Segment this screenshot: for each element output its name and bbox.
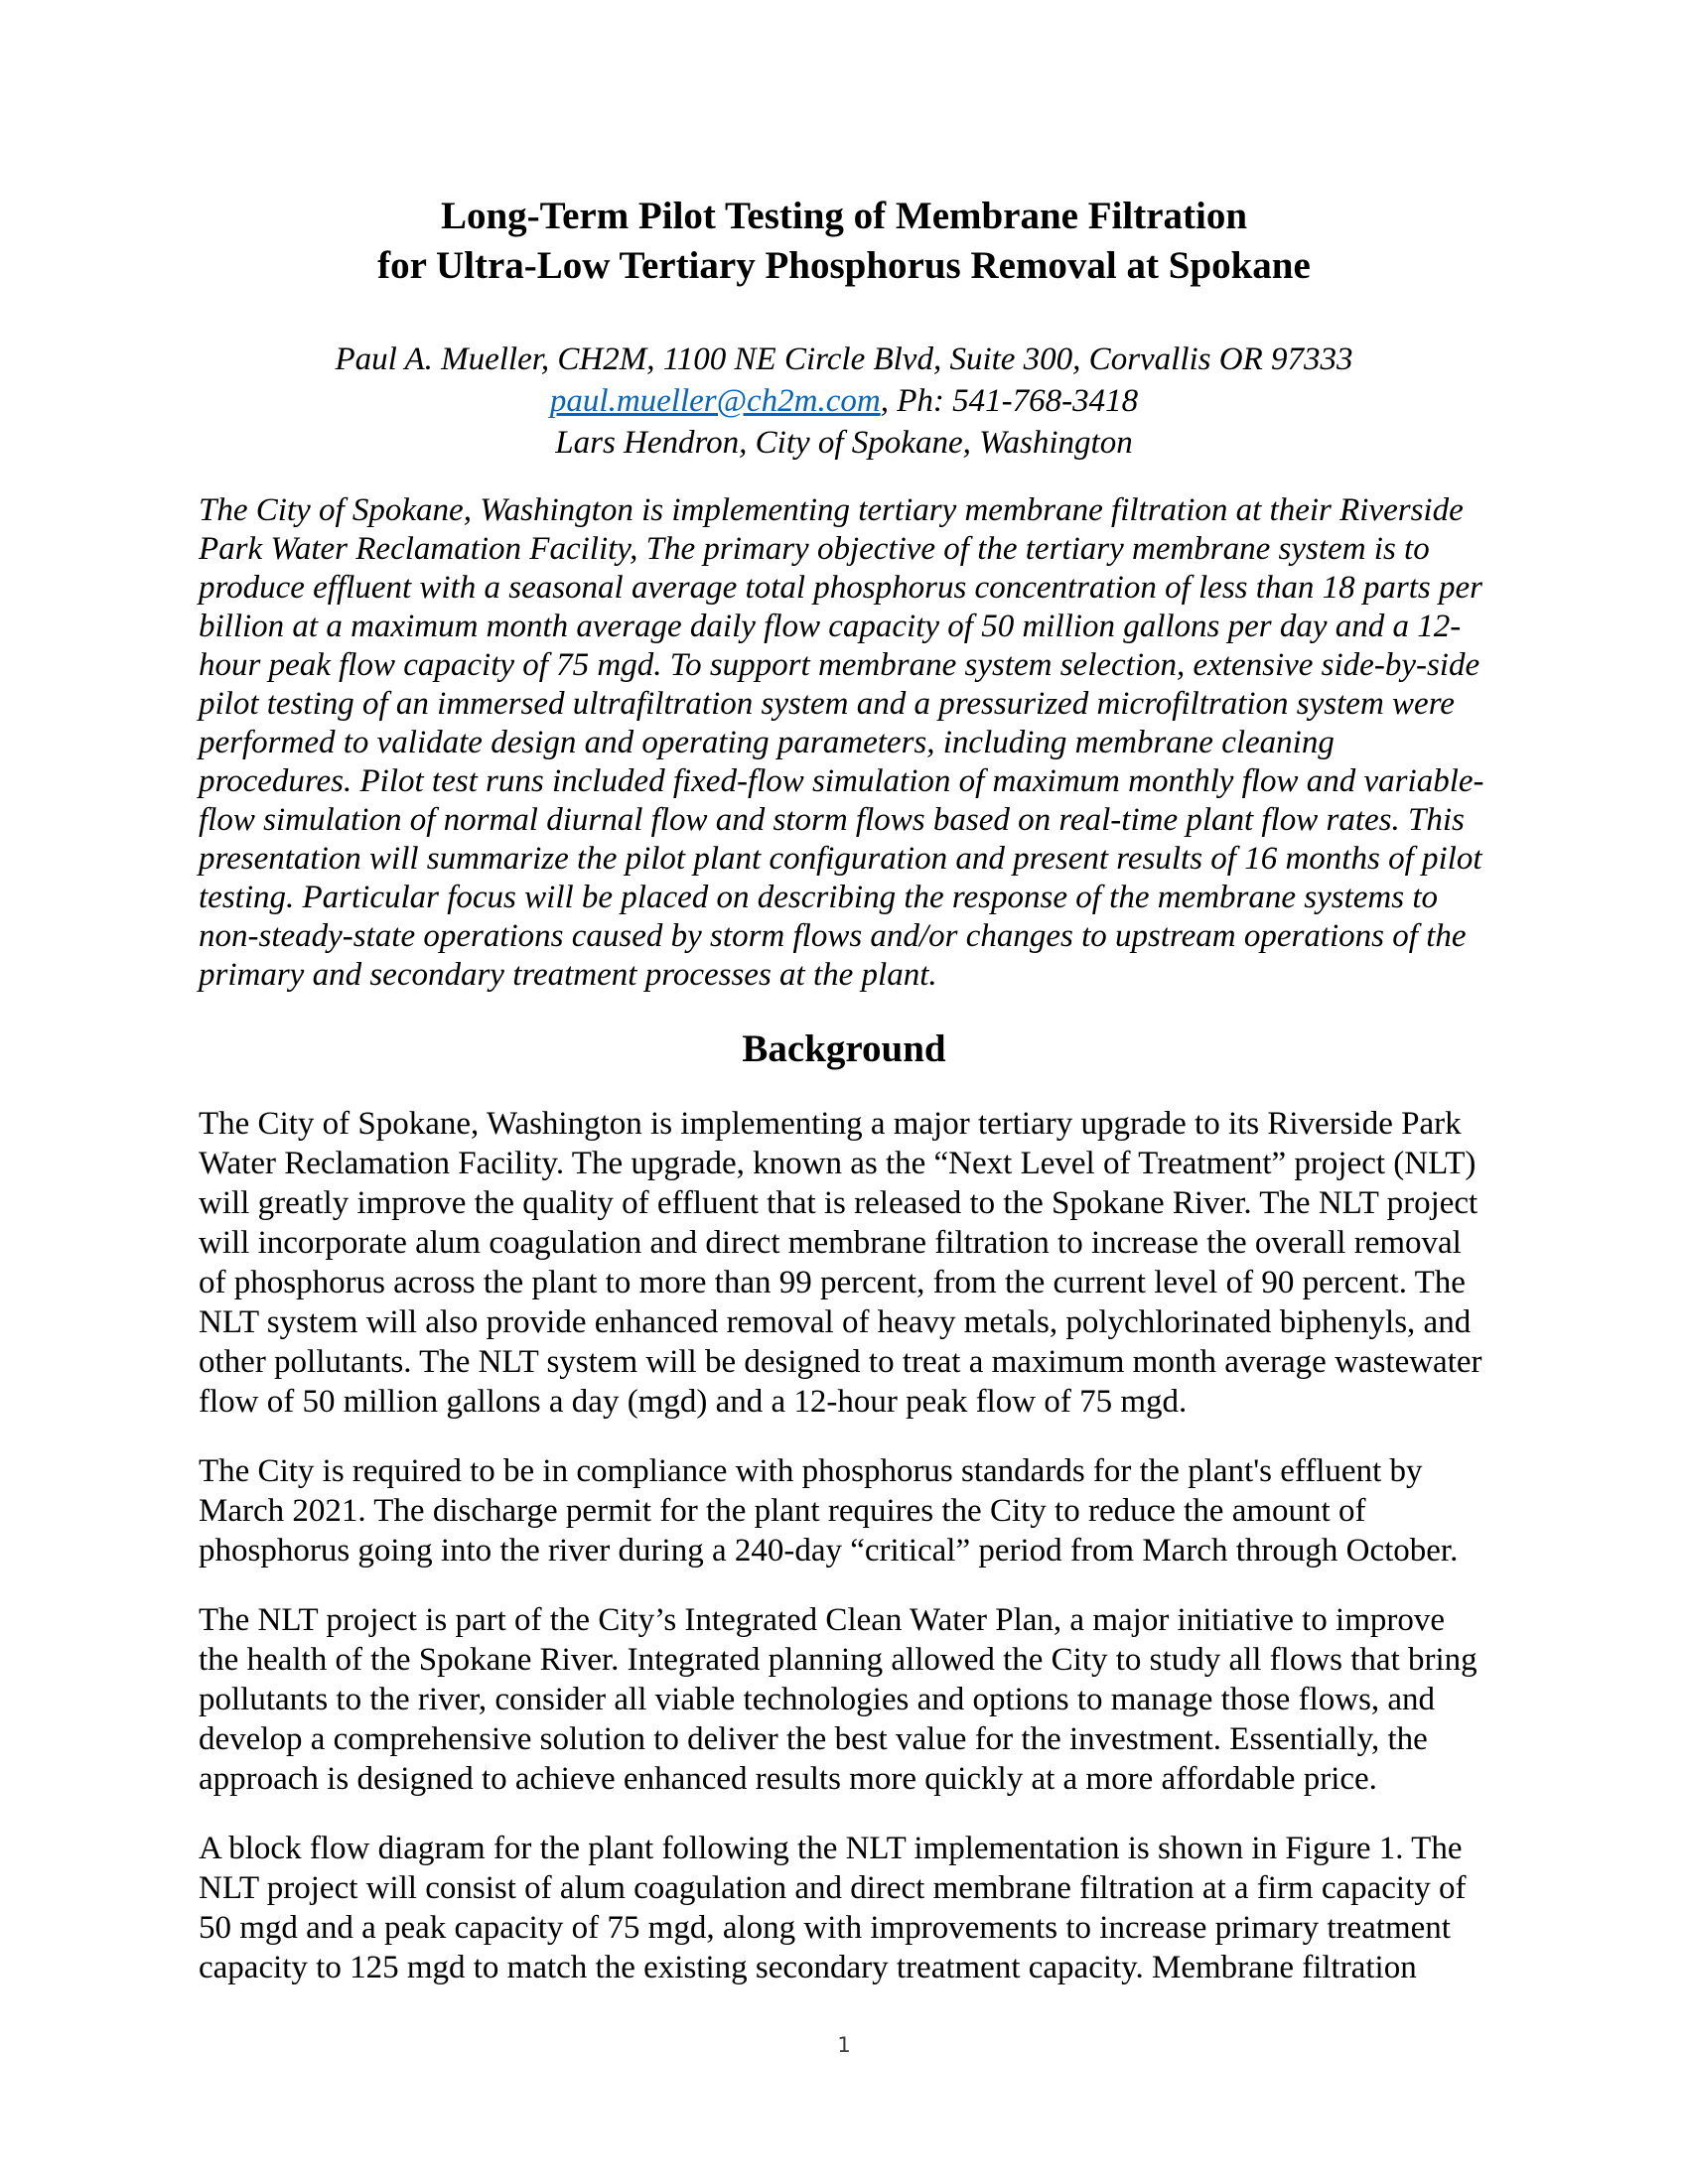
page-number: 1 [837, 2033, 851, 2057]
author-affiliation-line: Paul A. Mueller, CH2M, 1100 NE Circle Blvd, Suite 300, Corvallis OR 97333 [335, 341, 1353, 377]
page-content [199, 192, 1489, 2017]
abstract-paragraph: The City of Spokane, Washington is implementing tertiary membrane filtration at their Riverside Park Water Reclamation Facility, The primary objective of the tertiary membrane system is to produce effluent with a seasonal average total phosphorus concentration of less than 18 parts per billion at a maximum month average daily flow capacity of 50 million gallons per day and a 12-hour peak flow capacity of 75 mgd. To support membrane system selection, extensive side-by-side pilot testing of an immersed ultrafiltration system and a pressurized microfiltration system were performed to validate design and operating parameters, including membrane cleaning procedures. Pilot test runs included fixed-flow simulation of maximum monthly flow and variable-flow simulation of normal diurnal flow and storm flows based on real-time plant flow rates. This presentation will summarize the pilot plant configuration and present results of 16 months of pilot testing. Particular focus will be placed on describing the response of the membrane systems to non-steady-state operations caused by storm flows and/or changes to upstream operations of the primary and secondary treatment processes at the plant. [199, 492, 1484, 993]
email-link[interactable]: paul.mueller@ch2m.com [549, 383, 881, 419]
background-paragraph-1: The City of Spokane, Washington is implementing a major tertiary upgrade to its Riverside Park Water Reclamation Facility. The upgrade, known as the “Next Level of Treatment” project (NLT) will greatly improve the quality of effluent that is released to the Spokane River. The NLT project will incorporate alum coagulation and direct membrane filtration to increase the overall removal of phosphorus across the plant to more than 99 percent, from the current level of 90 percent. The NLT system will also provide enhanced removal of heavy metals, polychlorinated biphenyls, and other pollutants. The NLT system will be designed to treat a maximum month average wastewater flow of 50 million gallons a day (mgd) and a 12-hour peak flow of 75 mgd. [199, 1106, 1482, 1420]
paper-title-line-2: for Ultra-Low Tertiary Phosphorus Removal at Spokane [377, 244, 1311, 287]
paper-title-line-1: Long-Term Pilot Testing of Membrane Filtration [440, 195, 1248, 237]
author-contact-line [199, 380, 1489, 422]
authors-block [199, 339, 1489, 464]
paper-title [199, 192, 1489, 291]
background-paragraph-4: A block flow diagram for the plant following the NLT implementation is shown in Figure 1. The NLT project will consist of alum coagulation and direct membrane filtration at a firm capacity of 50 mgd and a peak capacity of 75 mgd, along with improvements to increase primary treatment capacity to 125 mgd to match the existing secondary treatment capacity. Membrane filtration [199, 1831, 1467, 1985]
phone-text: , Ph: 541-768-3418 [880, 383, 1139, 419]
second-author-line: Lars Hendron, City of Spokane, Washington [555, 425, 1133, 461]
background-paragraph-3: The NLT project is part of the City’s Integrated Clean Water Plan, a major initiative to improve the health of the Spokane River. Integrated planning allowed the City to study all flows that bring pollutants to the river, consider all viable technologies and options to manage those flows, and develop a comprehensive solution to deliver the best value for the investment. Essentially, the approach is designed to achieve enhanced results more quickly at a more affordable price. [199, 1602, 1477, 1797]
background-paragraph-2: The City is required to be in compliance with phosphorus standards for the plant's effluent by March 2021. The discharge permit for the plant requires the City to reduce the amount of phosphorus going into the river during a 240-day “critical” period from March through October. [199, 1453, 1459, 1569]
section-heading-background: Background [742, 1027, 946, 1070]
